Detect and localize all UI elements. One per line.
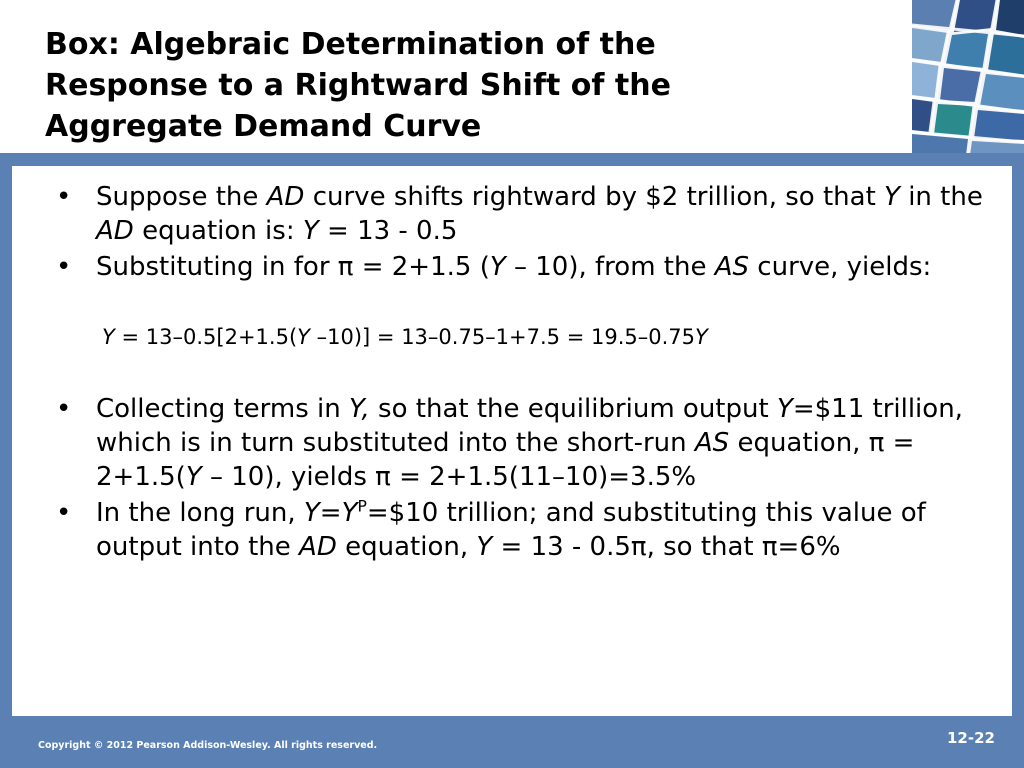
text: = 13 - 0.5 [318,216,458,246]
text: –10)] = 13–0.75–1+7.5 = 19.5–0.75 [309,325,695,349]
italic-text: Y, [349,394,370,424]
title-line-2: Response to a Rightward Shift of the [45,68,671,103]
text: = 2+1.5(11–10)=3.5% [390,462,697,492]
slide-title [45,24,905,147]
italic-text: Y [302,216,319,246]
copyright-notice: Copyright © 2012 Pearson Addison-Wesley. All rights reserved. [38,740,378,751]
italic-text: Y [102,325,115,349]
text: = 2+1.5 ( [353,252,490,282]
bullet-item [12,392,1012,494]
bullet-item [12,496,1012,564]
italic-text: AD [96,216,134,246]
text: curve shifts rightward by $2 trillion, so that [304,182,885,212]
italic-text: AS [694,428,730,458]
bullet-list [12,180,1012,566]
italic-text: Y [489,252,506,282]
text: equation is: [133,216,303,246]
text: curve, yields: [749,252,932,282]
text: = [319,498,342,528]
bullet-marker: • [56,182,72,212]
italic-text: Y [476,532,493,562]
text: = 13 - 0.5 [492,532,631,562]
text: =$10 trillion; and substituting this value of output into the [96,498,926,562]
italic-text: AD [266,182,305,212]
italic-text: Y [776,394,793,424]
text: equation, [336,532,477,562]
text: Substituting in for [96,252,338,282]
bullet-marker: • [56,394,72,424]
content-panel [12,166,1012,716]
text: In the long run, [96,498,304,528]
title-line-1: Box: Algebraic Determination of the [45,27,656,62]
text: – 10), from the [505,252,715,282]
text: =6% [777,532,841,562]
italic-text: Y [185,462,202,492]
italic-text: Y [303,498,320,528]
pi-symbol: π [868,428,885,458]
italic-text: AD [299,532,337,562]
pi-symbol: π [761,532,778,562]
text: Collecting terms in [96,394,349,424]
page-number: 12-22 [930,720,1012,756]
text: Suppose the [96,182,267,212]
italic-text: Y [884,182,900,212]
italic-text: Y [297,325,310,349]
text: – 10), yields [201,462,376,492]
italic-text: AS [714,252,750,282]
text: so that the equilibrium output [369,394,777,424]
bullet-marker: • [56,252,72,282]
pi-symbol: π [375,462,391,492]
decorative-mosaic-image [912,0,1024,155]
text: in the [899,182,983,212]
bullet-marker: • [56,498,72,528]
text: , so that [646,532,762,562]
title-area [0,0,912,155]
bullet-item [12,180,1012,248]
superscript: P [357,497,367,516]
italic-text: Y [341,498,358,528]
equation [12,322,1012,352]
italic-text: Y [695,325,708,349]
pi-symbol: π [337,252,354,282]
title-line-3: Aggregate Demand Curve [45,109,482,144]
text: = 13–0.5[2+1.5( [114,325,298,349]
text: equation, [729,428,869,458]
text: =$11 trillion, which is in turn substituted into the short-run [96,394,963,458]
text: = 2+1.5( [96,428,915,492]
pi-symbol: π [630,532,647,562]
bullet-item [12,250,1012,284]
